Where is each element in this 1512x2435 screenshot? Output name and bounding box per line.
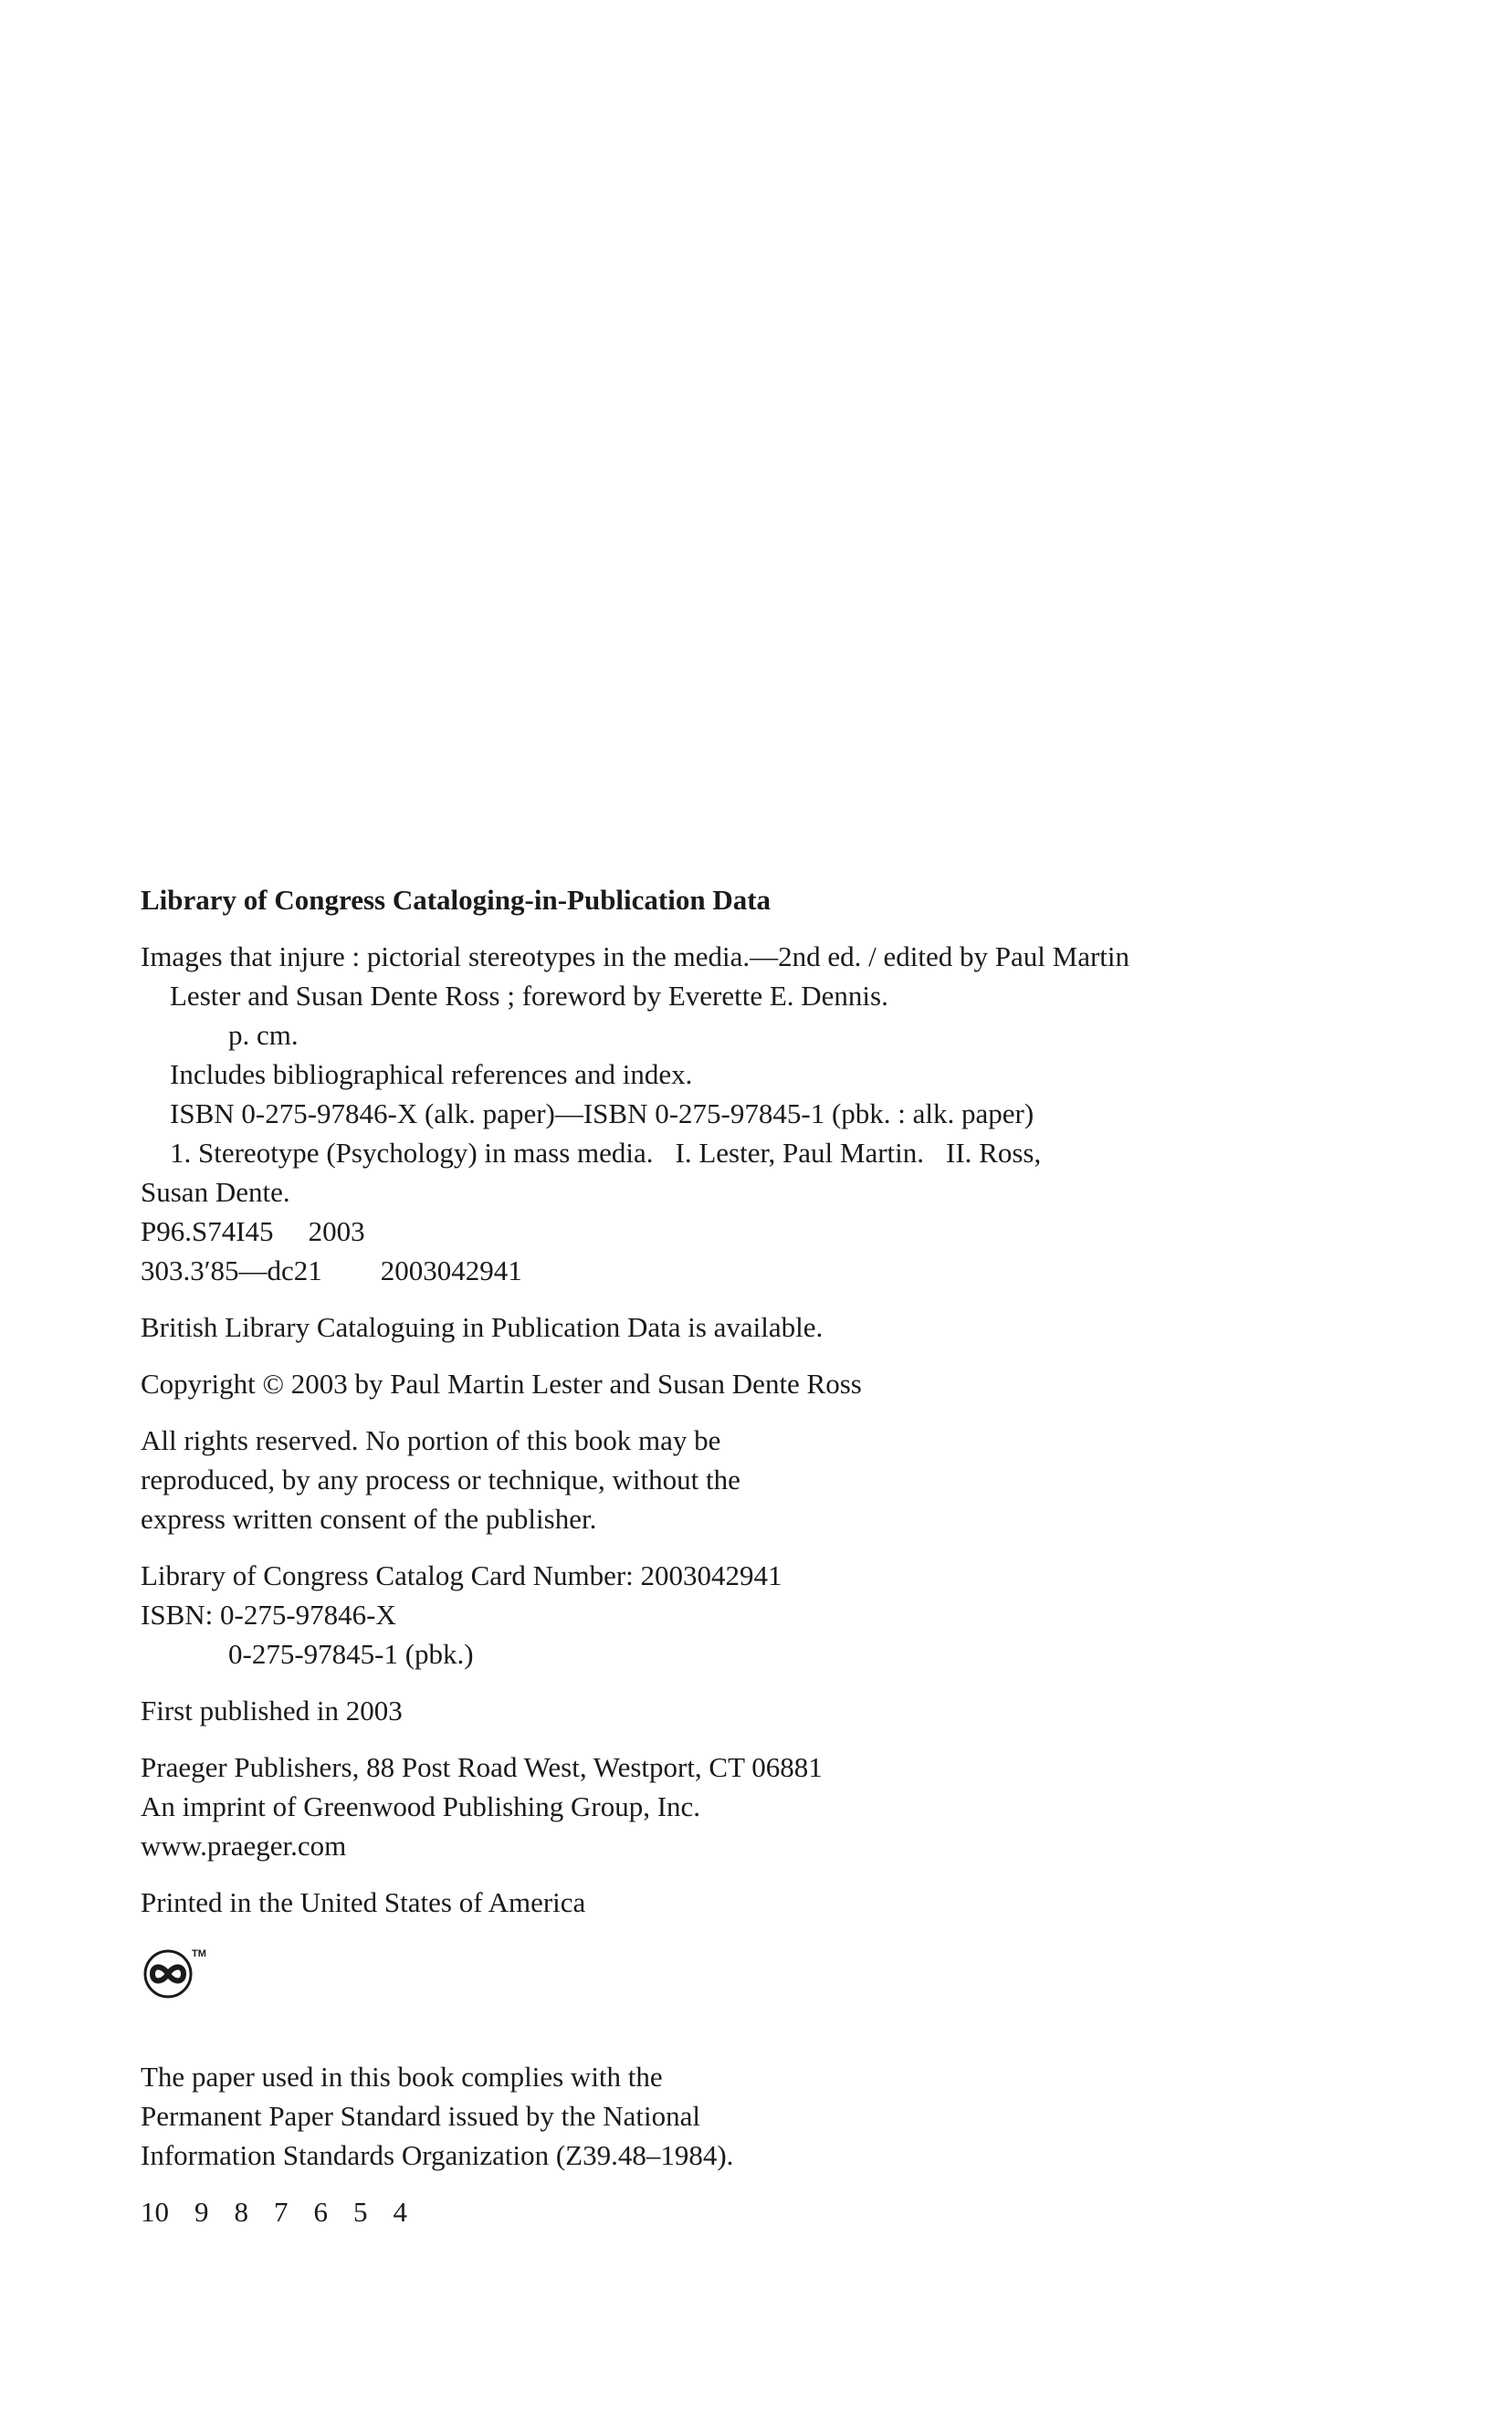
cip-notes-line: Includes bibliographical references and index. [170, 1058, 693, 1090]
rights-line: reproduced, by any process or technique, without the [141, 1464, 740, 1496]
first-published [141, 1691, 1382, 1730]
cip-subject-continued: Susan Dente. [141, 1176, 290, 1208]
cip-subject-1: 1. Stereotype (Psychology) in mass media. [170, 1137, 654, 1169]
printed-in [141, 1883, 1382, 1922]
printing-number: 9 [194, 2196, 209, 2228]
printing-number: 5 [353, 2196, 368, 2228]
paper-notice [141, 2057, 1382, 2175]
trademark-mark: TM [192, 1948, 206, 1959]
copyright-notice [141, 1364, 1382, 1403]
copyright-text: Copyright © 2003 by Paul Martin Lester and Susan Dente Ross [141, 1368, 862, 1400]
rights-notice [141, 1421, 1382, 1538]
printing-number-line [141, 2192, 1382, 2231]
cip-record [141, 937, 1382, 1290]
publisher-website: www.praeger.com [141, 1830, 347, 1862]
catalog-info [141, 1556, 1382, 1674]
publisher-info [141, 1748, 1382, 1865]
printing-number: 7 [274, 2196, 289, 2228]
paper-notice-line: Permanent Paper Standard issued by the National [141, 2100, 700, 2132]
cip-lccn: 2003042941 [380, 1254, 522, 1286]
first-published-text: First published in 2003 [141, 1695, 403, 1727]
printed-in-text: Printed in the United States of America [141, 1886, 586, 1918]
catalog-card-number: Library of Congress Catalog Card Number: 2003042941 [141, 1559, 782, 1591]
cip-heading: Library of Congress Cataloging-in-Publication Data [141, 884, 772, 916]
publisher-imprint: An imprint of Greenwood Publishing Group, Inc. [141, 1790, 701, 1822]
cip-dewey: 303.3′85—dc21 [141, 1254, 322, 1286]
infinity-icon [141, 1943, 214, 2001]
paper-notice-line: Information Standards Organization (Z39.48–1984). [141, 2139, 734, 2171]
rights-line: express written consent of the publisher. [141, 1503, 597, 1535]
publisher-address: Praeger Publishers, 88 Post Road West, Westport, CT 06881 [141, 1751, 823, 1783]
british-library-notice [141, 1307, 1382, 1347]
cip-editors-line: Lester and Susan Dente Ross ; foreword by Everette E. Dennis. [170, 980, 888, 1012]
cip-dewey-line [141, 1251, 1382, 1290]
cip-pagination-line: p. cm. [228, 1019, 299, 1051]
british-library-text: British Library Cataloguing in Publication Data is available. [141, 1311, 824, 1343]
cip-isbn-line: ISBN 0-275-97846-X (alk. paper)—ISBN 0-275-97845-1 (pbk. : alk. paper) [170, 1097, 1034, 1129]
printing-number: 6 [313, 2196, 328, 2228]
cip-call-number-line [141, 1212, 1382, 1251]
cip-title-line: Images that injure : pictorial stereotypes in the media.—2nd ed. / edited by Paul Martin [141, 940, 1130, 972]
catalog-isbn-2: 0-275-97845-1 (pbk.) [228, 1638, 474, 1670]
catalog-isbn-1: ISBN: 0-275-97846-X [141, 1599, 396, 1631]
printing-number: 4 [393, 2196, 407, 2228]
permanent-paper-logo [141, 1943, 1382, 2001]
copyright-page [141, 880, 1382, 2249]
rights-line: All rights reserved. No portion of this book may be [141, 1424, 721, 1456]
cip-subject-2: I. Lester, Paul Martin. [675, 1137, 925, 1169]
printing-number: 10 [141, 2196, 169, 2228]
cip-subjects-line [141, 1133, 1382, 1172]
paper-notice-line: The paper used in this book complies with the [141, 2061, 663, 2093]
cip-call-year: 2003 [308, 1215, 365, 1247]
printing-number: 8 [234, 2196, 248, 2228]
cip-subject-3: II. Ross, [946, 1137, 1042, 1169]
cip-call-number: P96.S74I45 [141, 1215, 274, 1247]
